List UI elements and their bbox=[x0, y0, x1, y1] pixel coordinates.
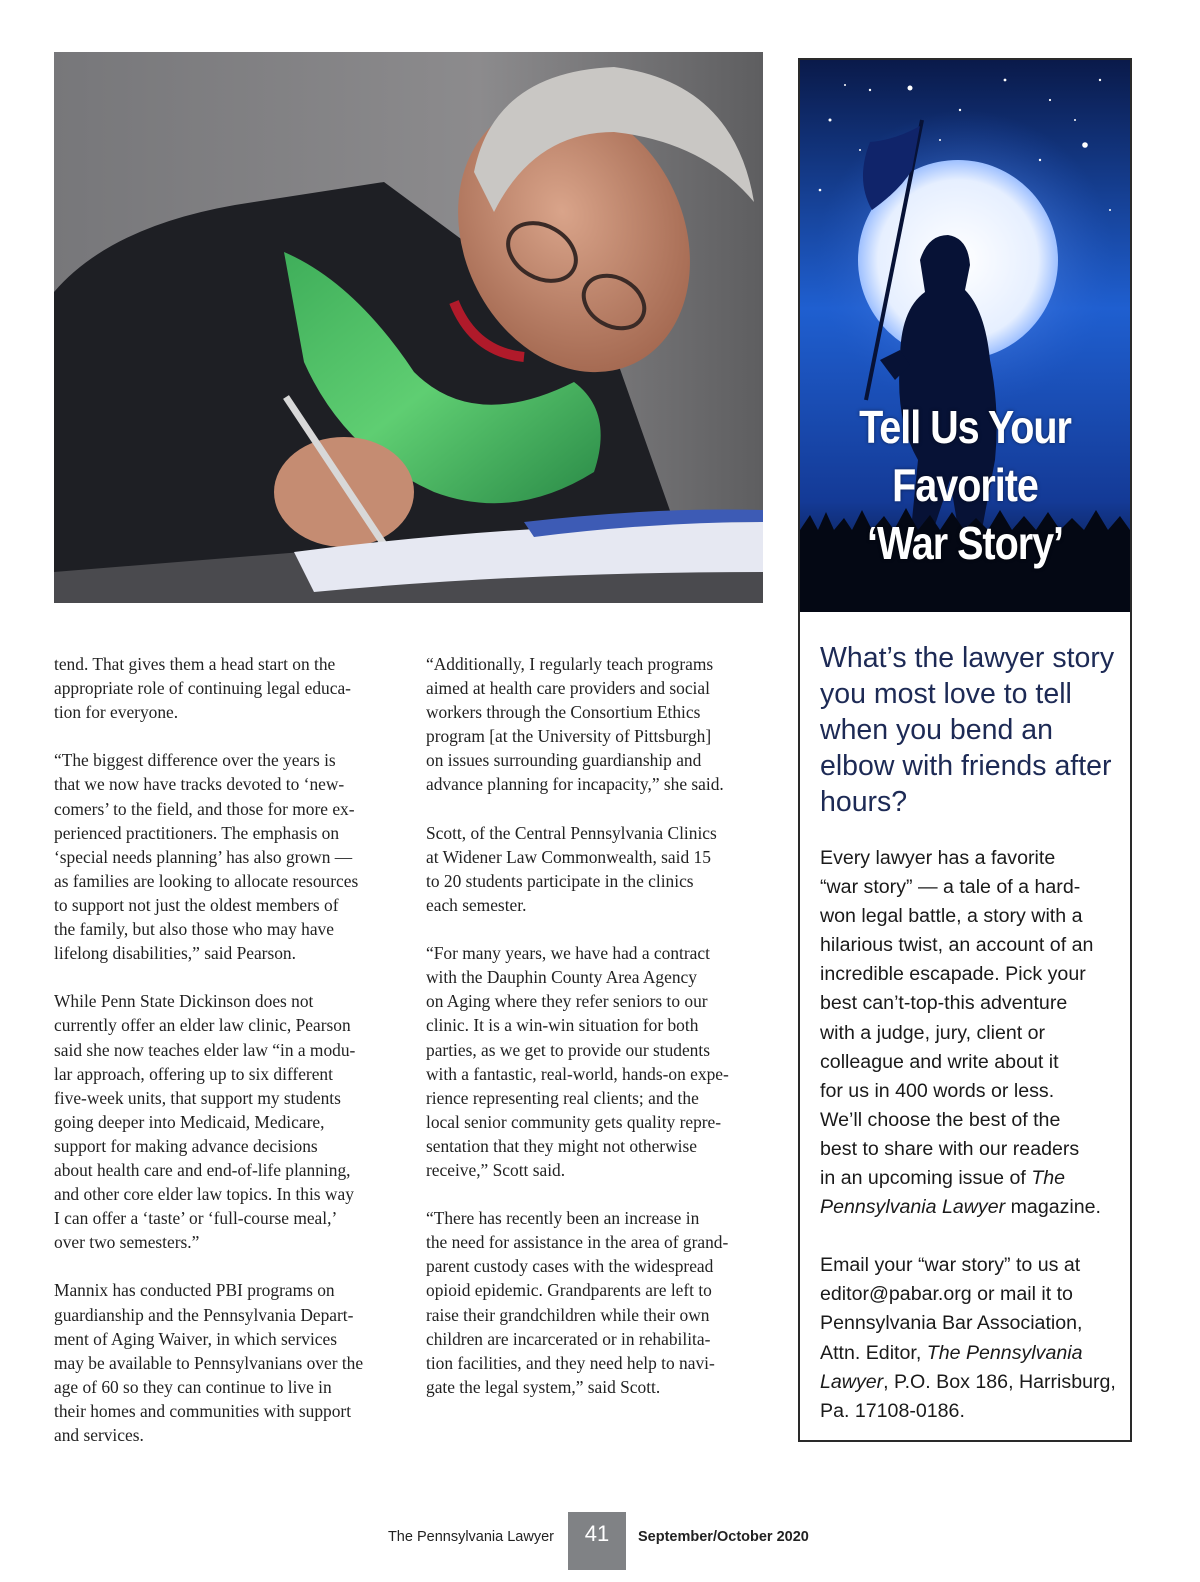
paragraph: While Penn State Dickinson does not currently offer an elder law clinic, Pearson said she now teaches elder law “in a modu- lar approach, offering up to six different five-week units, that support my students going deeper into Medicaid, Medicare, support for making advance decisions about health care and end-of-life planning, and other core elder law topics. In this way I can offer a ‘taste’ or ‘full-course meal,’ over two semesters.” bbox=[54, 991, 356, 1253]
issue-date: September/October 2020 bbox=[638, 1529, 809, 1545]
article-photo bbox=[54, 52, 763, 603]
article-column-2 bbox=[426, 652, 766, 1423]
ad-question: What’s the lawyer story you most love to tell when you bend an elbow with friends after hours? bbox=[820, 642, 1115, 818]
publication-name: The Pennsylvania Lawyer bbox=[387, 1529, 554, 1545]
woman-writing-photo bbox=[54, 52, 763, 603]
magazine-title: The Pennsylvania Lawyer bbox=[820, 1341, 1083, 1393]
paragraph: “Additionally, I regularly teach programs aimed at health care providers and social workers through the Consortium Ethics program [at the University of Pittsburgh] on issues surrounding guardianship and advance planning for incapacity,” she said. bbox=[426, 654, 724, 795]
ad-text: magazine. bbox=[1005, 1196, 1102, 1219]
paragraph: tend. That gives them a head start on the appropriate role of continuing legal educa- tion for everyone. bbox=[54, 654, 351, 723]
ad-headline bbox=[823, 398, 1107, 572]
headline-line: Tell Us Your bbox=[859, 401, 1071, 453]
ad-text: Every lawyer has a favorite “war story” — a tale of a hard- won legal battle, a story with a hilarious twist, an account of an incredible escapade. Pick your best can’t-top-this adventure with a judge, jury, client or colleague and write about it for us in 400 words or less. We’ll choose the best of the best to share with our readers in an upcoming issue of bbox=[820, 847, 1094, 1190]
ad-text: Email your “war story” to us at editor@pabar.org or mail it to Pennsylvania Bar Association, Attn. Editor, bbox=[820, 1254, 1083, 1364]
ad-paragraph bbox=[820, 844, 1125, 1222]
magazine-title: The Pennsylvania Lawyer bbox=[820, 1167, 1066, 1219]
paragraph: “There has recently been an increase in the need for assistance in the area of grand- parent custody cases with the widespread opioid epidemic. Grandparents are left to raise their grandchildren while their own children are incarcerated or in rehabilita- tion facilities, and they need help to navi- gate the legal system,” said Scott. bbox=[426, 1208, 729, 1397]
ad-body bbox=[820, 844, 1125, 1455]
headline-line: Favorite bbox=[892, 459, 1038, 511]
article-column-1 bbox=[54, 652, 394, 1471]
paragraph: Scott, of the Central Pennsylvania Clinics at Widener Law Commonwealth, said 15 to 20 students participate in the clinics each semester. bbox=[426, 822, 717, 915]
page-number: 41 bbox=[568, 1512, 626, 1570]
page-footer bbox=[0, 1512, 1200, 1570]
paragraph: “The biggest difference over the years is that we now have tracks devoted to ‘new- comers’ to the field, and those for more ex- perienced practitioners. The emphasis on ‘special needs planning’ has also grown — as families are looking to allocate resources to support not just the oldest members of the family, but also those who may have lifelong disabilities,” said Pearson. bbox=[54, 750, 359, 964]
ad-paragraph bbox=[820, 1251, 1125, 1426]
paragraph: “For many years, we have had a contract with the Dauphin County Area Agency on Aging where they refer seniors to our clinic. It is a win-win situation for both parties, as we get to provide our students with a fantastic, real-world, hands-on expe- rience representing real clients; and the local senior community gets quality repre- sentation that they might not otherwise receive,” Scott said. bbox=[426, 943, 729, 1180]
war-story-ad bbox=[798, 58, 1132, 1442]
headline-line: ‘War Story’ bbox=[866, 517, 1063, 569]
ad-text: , P.O. Box 186, Harrisburg, Pa. 17108-0186. bbox=[820, 1370, 1116, 1422]
paragraph: Mannix has conducted PBI programs on guardianship and the Pennsylvania Depart- ment of Aging Waiver, in which services may be available to Pennsylvanians over the age of 60 so they can continue to live in their homes and communities with support and services. bbox=[54, 1280, 364, 1445]
